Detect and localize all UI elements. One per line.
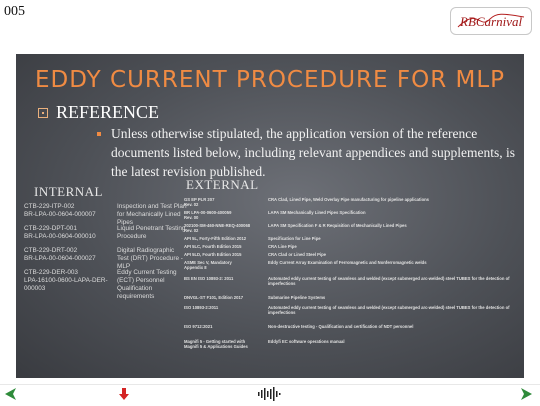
external-code: BR LPA-00-0600-400059 Rev. 00 [184,210,232,220]
internal-desc: Eddy Current Testing (ECT) Personnel Qualification requirements [117,269,177,300]
external-desc: Submarine Pipeline Systems [268,295,326,300]
external-code: GS EP PLR 207 Rev. 02 [184,197,215,207]
external-code: ISO 10893-2:2011 [184,305,219,310]
page-number: 005 [4,4,25,19]
internal-code: CTB-229-ITP-002 BR-LPA-00-0604-000007 [24,203,96,218]
arrow-left-icon [4,387,18,401]
audio-button[interactable] [257,387,281,401]
external-code: DNVGL-ST F101, Edition 2017 [184,295,244,300]
external-desc: Automated eddy current testing of seamless and welded (except submerged arc-welded) steel TUBES for the detection of imperfections [268,305,510,315]
square-bullet-icon [38,108,48,118]
internal-desc: Inspection and Test Plan for Mechanically Lined Pipes [117,203,187,226]
slide-title: EDDY CURRENT PROCEDURE FOR MLP [34,67,506,93]
svg-text:RBCarnival: RBCarnival [460,14,523,29]
internal-code: CTB-229-DPT-001 BR-LPA-00-0604-000010 [24,225,96,240]
presentation-slide [16,54,524,378]
external-code: API 5LC, Fourth Edition 2015 [184,244,242,249]
internal-desc: Digital Radiographic Test (DRT) Procedure - MLP [117,247,183,270]
scroll-down-button[interactable] [118,387,130,401]
internal-code: CTB-229-DRT-002 BR-LPA-00-0604-000027 [24,247,96,262]
external-code: BS EN ISO 10893-2: 2011 [184,276,234,281]
audio-waveform-icon [257,387,281,401]
internal-heading: INTERNAL [34,184,103,199]
internal-code: CTB-229-DER-003 LPA-16100-0600-LAPA-DER-000003 [24,269,108,292]
external-desc: CRA Clad or Lined Steel Pipe [268,252,327,257]
external-desc: Specification for Line Pipe [268,236,321,241]
external-desc: Eddy Current Array Examination of Ferromagnetic and Nonferromagnetic welds [268,260,427,265]
external-desc: LAPA SM Mechanically Lined Pipes Specification [268,210,366,215]
company-logo [450,7,532,35]
external-desc: Non-destructive testing - Qualification and certification of NDT personnel [268,324,414,329]
divider [0,384,540,385]
external-code: API 5L, Forty-Fifth Edition 2012 [184,236,247,241]
next-slide-button[interactable] [519,387,533,401]
external-code: ISO 9712:2021 [184,324,213,329]
external-code: ASME Sec V, Mandatory Appendix 8 [184,260,232,270]
external-desc: Eddyfi EC software operations manual [268,339,345,344]
external-desc: Automated eddy current testing of seamless and welded (except submerged arc-welded) steel TUBES for the detection of imperfections [268,276,510,286]
arrow-down-icon [118,387,130,401]
external-heading: EXTERNAL [186,177,259,192]
internal-desc: Liquid Penetrant Testing Procedure [117,225,186,240]
bullet-icon [97,132,101,136]
reference-paragraph: Unless otherwise stipulated, the application version of the reference documents listed below, including relevant appendices and supplements, is the latest revision published. [111,126,516,179]
external-desc: CRA Clad, Lined Pipe, Weld Overlay Pipe manufacturing for pipeline applications [268,197,430,202]
external-code: 202100-SM-460-NNE-REQ-400068 Rev. 02 [184,223,251,233]
external-desc: CRA Line Pipe [268,244,297,249]
previous-slide-button[interactable] [4,387,18,401]
external-desc: LAPA SM Specification F & R Requisition of Mechanically Lined Pipes [268,223,407,228]
reference-heading: REFERENCE [56,102,160,122]
external-code: Magnifi 5 - Getting started with Magnifi 5 & Applications Guides [184,339,248,349]
arrow-right-icon [519,387,533,401]
external-code: API 5LD, Fourth Edition 2015 [184,252,242,257]
